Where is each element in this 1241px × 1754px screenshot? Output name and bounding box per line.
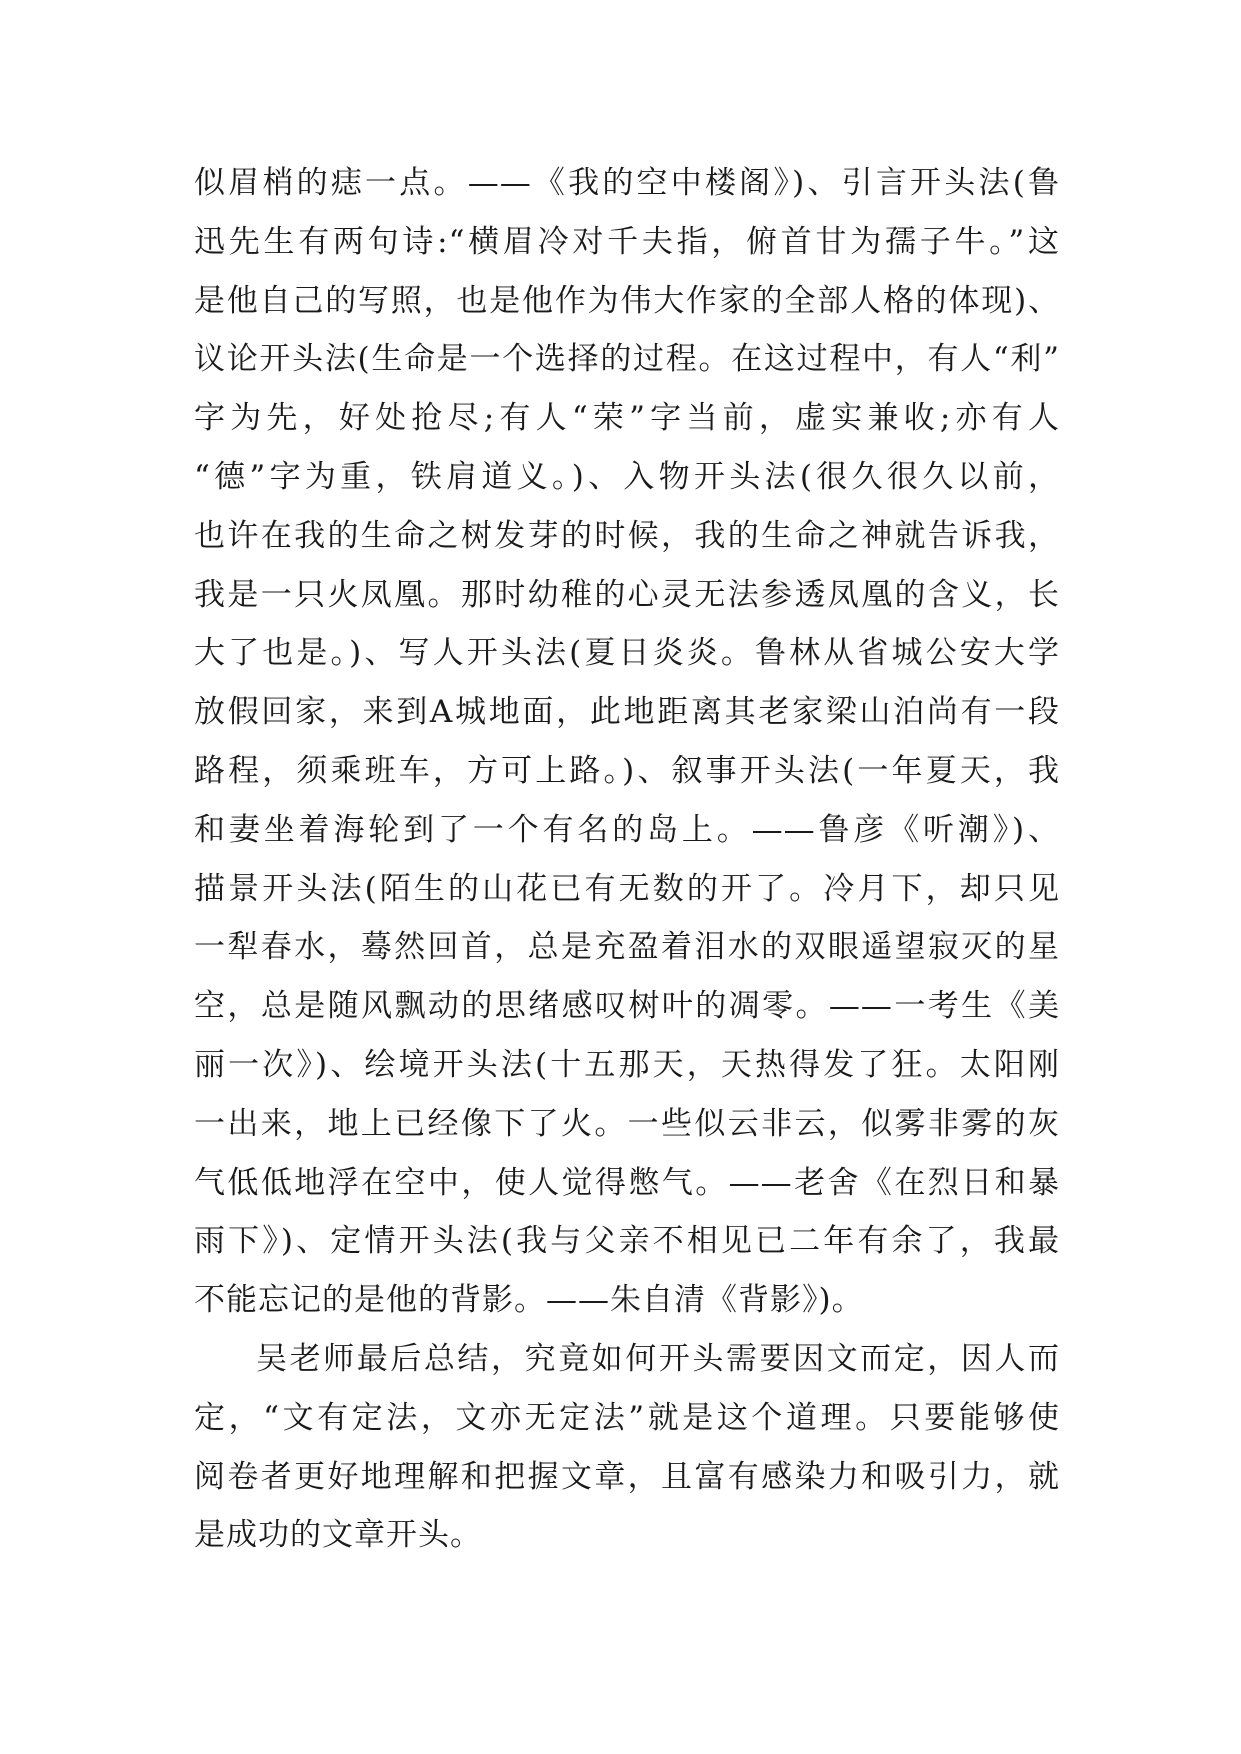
text-line: 空，总是随风飘动的思绪感叹树叶的凋零。——一考生《美 <box>194 988 1060 1025</box>
text-line: 路程，须乘班车，方可上路。)、叙事开头法(一年夏天，我 <box>194 752 1060 789</box>
text-line: 是成功的文章开头。 <box>194 1517 482 1554</box>
paragraph-opening-methods <box>194 154 1060 1330</box>
text-line: 我是一只火凤凰。那时幼稚的心灵无法参透凤凰的含义，长 <box>194 576 1060 613</box>
text-line: 议论开头法(生命是一个选择的过程。在这过程中，有人“利” <box>194 341 1060 378</box>
text-line: 迅先生有两句诗:“横眉冷对千夫指，俯首甘为孺子牛。”这 <box>194 223 1060 260</box>
text-line: 气低低地浮在空中，使人觉得憋气。——老舍《在烈日和暴 <box>194 1164 1060 1201</box>
text-line: 也许在我的生命之树发芽的时候，我的生命之神就告诉我， <box>194 517 1060 554</box>
text-line: 似眉梢的痣一点。——《我的空中楼阁》)、引言开头法(鲁 <box>194 165 1060 201</box>
document-page <box>194 154 1060 1565</box>
text-line: 丽一次》)、绘境开头法(十五那天，天热得发了狂。太阳刚 <box>194 1046 1060 1083</box>
text-line: 字为先，好处抢尽;有人“荣”字当前，虚实兼收;亦有人 <box>194 400 1060 437</box>
text-line: 大了也是。)、写人开头法(夏日炎炎。鲁林从省城公安大学 <box>194 635 1060 672</box>
text-line: “德”字为重，铁肩道义。)、入物开头法(很久很久以前， <box>194 458 1060 495</box>
paragraph-summary <box>194 1330 1060 1565</box>
text-line: 不能忘记的是他的背影。——朱自清《背影》)。 <box>194 1282 864 1319</box>
text-line: 雨下》)、定情开头法(我与父亲不相见已二年有余了，我最 <box>194 1223 1060 1260</box>
text-line: 描景开头法(陌生的山花已有无数的开了。冷月下，却只见 <box>194 870 1060 907</box>
text-line: 一出来，地上已经像下了火。一些似云非云，似雾非雾的灰 <box>194 1105 1060 1142</box>
text-line: 吴老师最后总结，究竟如何开头需要因文而定，因人而 <box>256 1340 1060 1377</box>
text-line: 是他自己的写照，也是他作为伟大作家的全部人格的体现)、 <box>194 282 1060 319</box>
text-line: 阅卷者更好地理解和把握文章，且富有感染力和吸引力，就 <box>194 1458 1060 1495</box>
text-line: 和妻坐着海轮到了一个有名的岛上。——鲁彦《听潮》)、 <box>194 811 1060 848</box>
text-line: 一犁春水，蓦然回首，总是充盈着泪水的双眼遥望寂灭的星 <box>194 929 1060 966</box>
text-line: 定，“文有定法，文亦无定法”就是这个道理。只要能够使 <box>194 1399 1060 1436</box>
text-line: 放假回家，来到A城地面，此地距离其老家梁山泊尚有一段 <box>194 694 1060 731</box>
